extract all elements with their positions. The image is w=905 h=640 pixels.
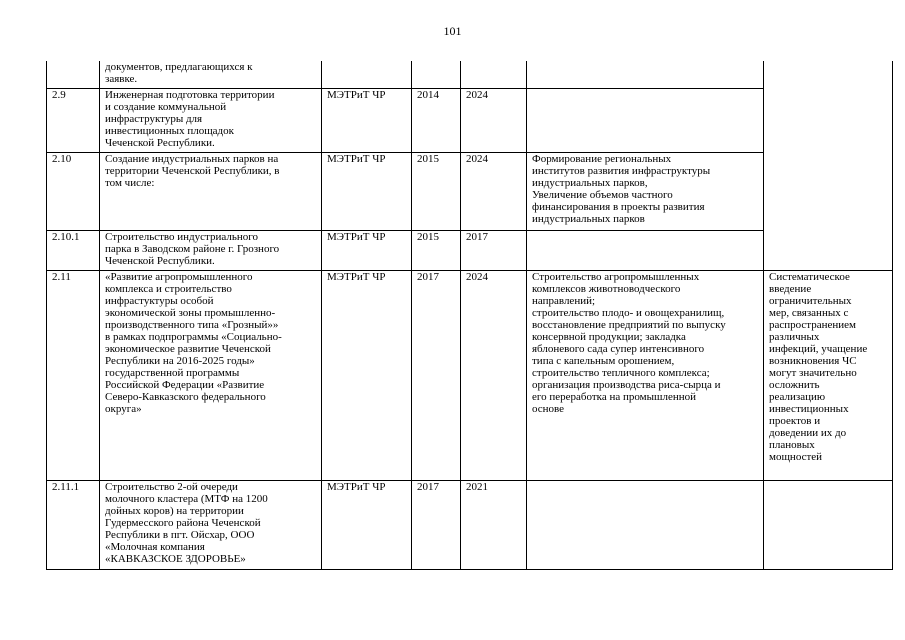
row-number-cell: [47, 88, 100, 152]
responsible-org: МЭТРиТ ЧР: [327, 480, 386, 493]
measure-name-cell: [100, 152, 322, 230]
row-number: 2.10.1: [52, 230, 80, 243]
measure-name: документов, предлагающихся к заявке.: [105, 61, 253, 85]
start-year: 2017: [417, 270, 439, 283]
program-measures-table: [46, 61, 893, 570]
measure-name: Инженерная подготовка территории и создание коммунальной инфраструктуры для инвестиционных площадок Чеченской Республики.: [105, 88, 275, 149]
expected-result-cell: [527, 230, 764, 270]
risk-cell: [764, 61, 893, 270]
row-number-cell: [47, 230, 100, 270]
measure-name-cell: [100, 270, 322, 480]
table-row: [47, 61, 893, 88]
end-year: 2024: [466, 152, 488, 165]
row-number-cell: [47, 152, 100, 230]
measure-name-cell: [100, 61, 322, 88]
expected-result-cell: [527, 61, 764, 88]
expected-result-cell: [527, 270, 764, 480]
risk-description: Систематическое введение ограничительных мер, связанных с распространением различных инфекций, учащение возникновения ЧС могут значительно осложнить реализацию инвестиционных проектов и доведении их до плановых мощностей: [769, 270, 868, 463]
measure-name: Создание индустриальных парков на территории Чеченской Республики, в том числе:: [105, 152, 280, 189]
end-year-cell: [461, 480, 527, 569]
start-year-cell: [412, 152, 461, 230]
expected-result-cell: [527, 88, 764, 152]
row-number: 2.11.1: [52, 480, 80, 493]
start-year-cell: [412, 230, 461, 270]
responsible-org: МЭТРиТ ЧР: [327, 230, 386, 243]
responsible-org-cell: [322, 230, 412, 270]
row-number: 2.9: [52, 88, 66, 101]
start-year-cell: [412, 270, 461, 480]
responsible-org-cell: [322, 270, 412, 480]
end-year: 2024: [466, 88, 488, 101]
start-year: 2014: [417, 88, 439, 101]
end-year: 2021: [466, 480, 488, 493]
start-year: 2017: [417, 480, 439, 493]
start-year-cell: [412, 88, 461, 152]
measure-name-cell: [100, 230, 322, 270]
row-number: 2.10: [52, 152, 72, 165]
responsible-org: МЭТРиТ ЧР: [327, 270, 386, 283]
row-number-cell: [47, 61, 100, 88]
end-year: 2017: [466, 230, 488, 243]
expected-result-cell: [527, 480, 764, 569]
end-year-cell: [461, 88, 527, 152]
table-row: [47, 480, 893, 569]
start-year-cell: [412, 480, 461, 569]
responsible-org-cell: [322, 480, 412, 569]
risk-cell: [764, 270, 893, 480]
measure-name-cell: [100, 88, 322, 152]
page-number: 101: [443, 24, 462, 38]
responsible-org-cell: [322, 88, 412, 152]
responsible-org: МЭТРиТ ЧР: [327, 88, 386, 101]
risk-cell: [764, 480, 893, 569]
end-year-cell: [461, 61, 527, 88]
measure-name: Строительство индустриального парка в Заводском районе г. Грозного Чеченской Республики.: [105, 230, 280, 267]
start-year: 2015: [417, 152, 439, 165]
start-year: 2015: [417, 230, 439, 243]
end-year-cell: [461, 230, 527, 270]
start-year-cell: [412, 61, 461, 88]
responsible-org-cell: [322, 61, 412, 88]
end-year-cell: [461, 270, 527, 480]
end-year-cell: [461, 152, 527, 230]
expected-result: Строительство агропромышленных комплексов животноводческого направлений; строительство плодо- и овощехранилищ, восстановление предприятий по выпуску консервной продукции; закладка яблоневого сада супер интенсивного типа с капельным орошением, строительство тепличного комплекса; организация производства риса-сырца и его переработка на промышленной основе: [532, 270, 726, 415]
measure-name: «Развитие агропромышленного комплекса и строительство инфрастуктуры особой экономической зоны промышленно- производственного типа «Грозный»» в рамках подпрограммы «Социально- экономическое развитие Чеченской Республики на 2016-2025 годы» государственной программы Российской Федерации «Развитие Северо-Кавказского федерального округа»: [105, 270, 282, 415]
expected-result-cell: [527, 152, 764, 230]
row-number-cell: [47, 270, 100, 480]
responsible-org-cell: [322, 152, 412, 230]
end-year: 2024: [466, 270, 488, 283]
measure-name-cell: [100, 480, 322, 569]
responsible-org: МЭТРиТ ЧР: [327, 152, 386, 165]
expected-result: Формирование региональных институтов развития инфраструктуры индустриальных парков, Увеличение объемов частного финансирования в проекты развития индустриальных парков: [532, 152, 711, 225]
row-number: 2.11: [52, 270, 71, 283]
row-number-cell: [47, 480, 100, 569]
measure-name: Строительство 2-ой очереди молочного кластера (МТФ на 1200 дойных коров) на территории Гудермесского района Чеченской Республики в пгт. Ойсхар, ООО «Молочная компания «КАВКАЗСКОЕ ЗДОРОВЬЕ»: [105, 480, 268, 565]
table-row: [47, 270, 893, 480]
